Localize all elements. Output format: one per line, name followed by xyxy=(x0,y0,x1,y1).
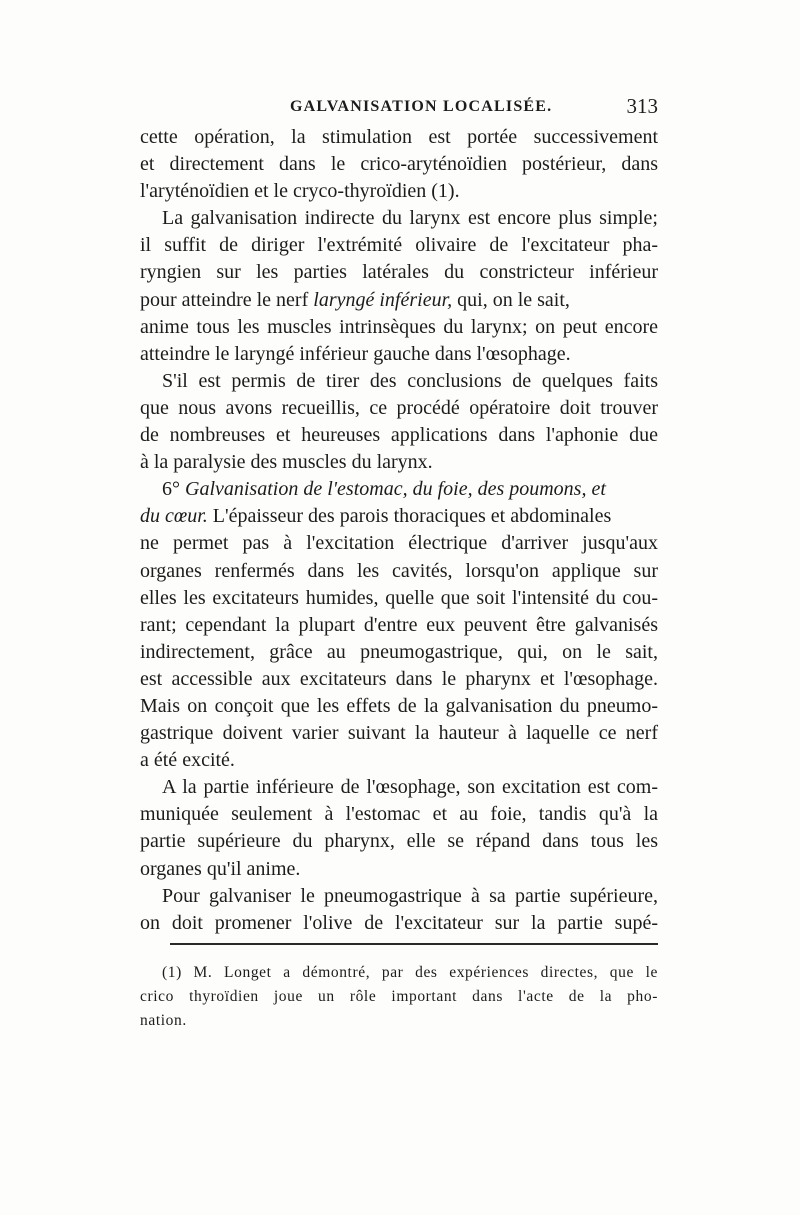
section-title: Galvanisation de l'estomac, du foie, des poumons, et xyxy=(185,478,606,501)
text-line: partie supérieure du pharynx, elle se répand dans tous les xyxy=(140,830,658,853)
text-line: A la partie inférieure de l'œsophage, son excitation est com- xyxy=(162,776,658,799)
page-number: 313 xyxy=(626,94,658,118)
text-line: et directement dans le crico-aryténoïdien postérieur, dans xyxy=(140,153,658,176)
footnote-line: crico thyroïdien joue un rôle important dans l'acte de la pho- xyxy=(140,988,658,1005)
footnote-line: (1) M. Longet a démontré, par des expériences directes, que le xyxy=(162,964,658,981)
text-line: que nous avons recueillis, ce procédé opératoire doit trouver xyxy=(140,396,658,419)
text-line: de nombreuses et heureuses applications dans l'aphonie due xyxy=(140,424,658,447)
running-head xyxy=(140,94,660,120)
text-line: S'il est permis de tirer des conclusions de quelques faits xyxy=(162,369,658,392)
text-segment: pour atteindre le nerf xyxy=(140,288,314,311)
text-segment: L'épaisseur des parois thoraciques et abdominales xyxy=(207,505,612,528)
footnote xyxy=(140,961,658,1033)
text-line: organes qu'il anime. xyxy=(140,857,301,880)
text-line: on doit promener l'olive de l'excitateur sur la partie supé- xyxy=(140,911,658,934)
text-line: rant; cependant la plupart d'entre eux peuvent être galvanisés xyxy=(140,613,658,636)
running-title: GALVANISATION LOCALISÉE. xyxy=(290,98,553,115)
section-heading-line xyxy=(140,476,658,503)
text-line: ryngien sur les parties latérales du constricteur inférieur xyxy=(140,261,658,284)
section-title-end: du cœur. xyxy=(140,505,208,528)
text-line: atteindre le laryngé inférieur gauche dans l'œsophage. xyxy=(140,342,571,365)
italic-term: laryngé inférieur, xyxy=(313,288,453,311)
footnote-divider xyxy=(170,943,658,945)
section-number: 6° xyxy=(162,478,185,501)
text-line: est accessible aux excitateurs dans le pharynx et l'œsophage. xyxy=(140,667,658,690)
text-line: organes renfermés dans les cavités, lorsqu'on applique sur xyxy=(140,559,658,582)
body-text xyxy=(140,124,658,937)
text-line: à la paralysie des muscles du larynx. xyxy=(140,451,433,474)
text-line: La galvanisation indirecte du larynx est encore plus simple; xyxy=(162,207,658,230)
footnote-line: nation. xyxy=(140,1012,187,1029)
text-segment: qui, on le sait, xyxy=(452,288,570,311)
text-line: cette opération, la stimulation est portée successivement xyxy=(140,126,658,148)
text-line: indirectement, grâce au pneumogastrique, qui, on le sait, xyxy=(140,640,658,663)
text-line: gastrique doivent varier suivant la hauteur à laquelle ce nerf xyxy=(140,722,658,745)
text-line: il suffit de diriger l'extrémité olivaire de l'excitateur pha- xyxy=(140,234,658,257)
text-line: muniquée seulement à l'estomac et au foie, tandis qu'à la xyxy=(140,803,658,826)
text-line: ne permet pas à l'excitation électrique d'arriver jusqu'aux xyxy=(140,532,658,555)
text-line: Pour galvaniser le pneumogastrique à sa partie supérieure, xyxy=(162,884,658,907)
text-line: l'aryténoïdien et le cryco-thyroïdien (1). xyxy=(140,180,460,203)
text-line xyxy=(140,503,658,530)
text-line: anime tous les muscles intrinsèques du larynx; on peut encore xyxy=(140,315,658,338)
text-line xyxy=(140,287,658,314)
text-line: a été excité. xyxy=(140,749,235,772)
text-line: elles les excitateurs humides, quelle que soit l'intensité du cou- xyxy=(140,586,658,609)
text-line: Mais on conçoit que les effets de la galvanisation du pneumo- xyxy=(140,694,658,717)
